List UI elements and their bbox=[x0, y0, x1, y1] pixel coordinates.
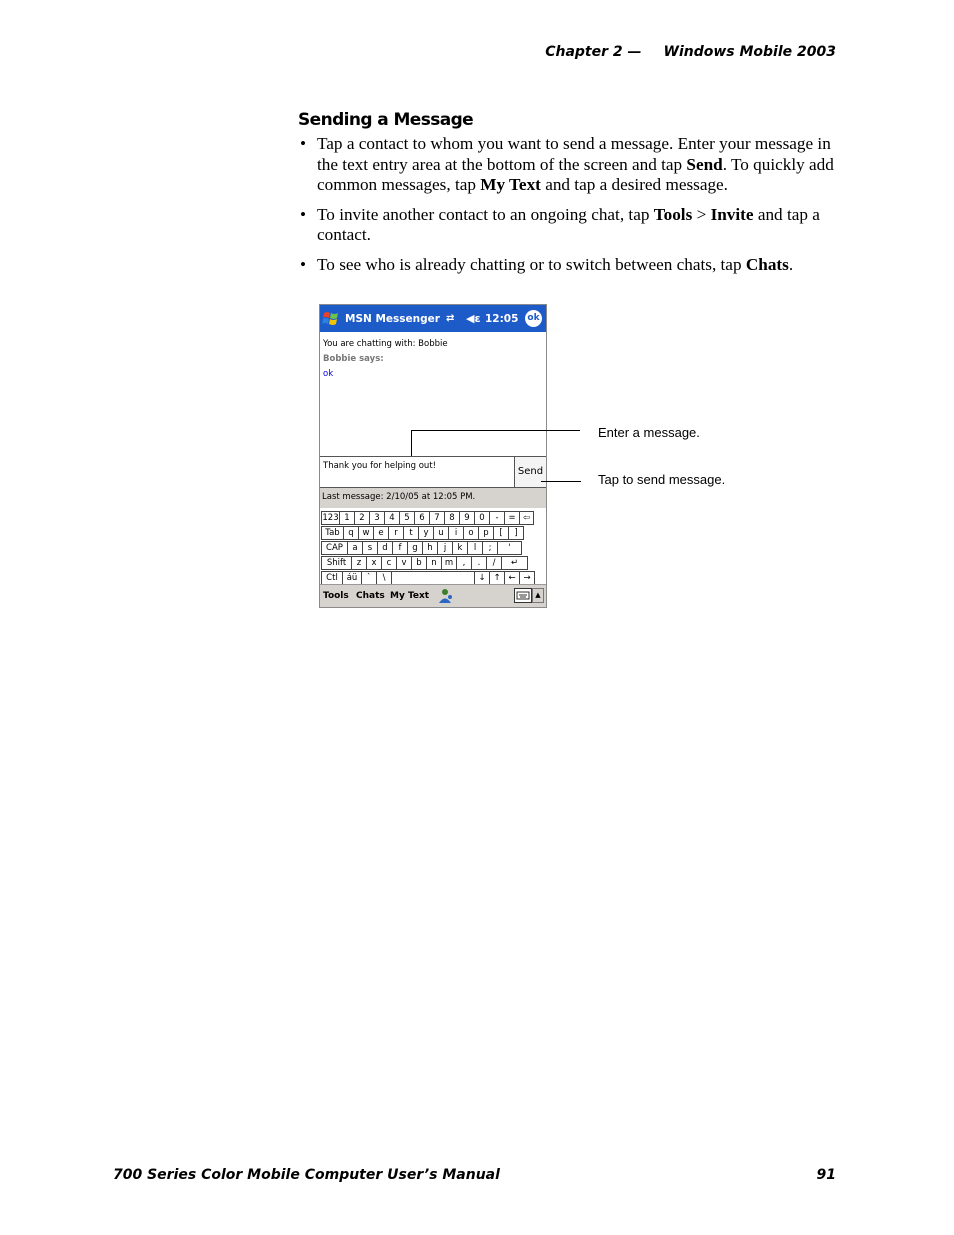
key[interactable]: f bbox=[392, 541, 408, 555]
key[interactable]: u bbox=[433, 526, 449, 540]
key[interactable]: Shift bbox=[321, 556, 352, 570]
keyboard-row bbox=[321, 541, 521, 556]
key[interactable]: ↑ bbox=[489, 571, 505, 585]
key[interactable]: [ bbox=[493, 526, 509, 540]
start-flag-icon[interactable] bbox=[322, 310, 341, 327]
connectivity-icon[interactable]: ⇄ bbox=[446, 313, 455, 324]
key[interactable]: l bbox=[467, 541, 483, 555]
bullet-item: • To see who is already chatting or to switch between chats, tap Chats. bbox=[300, 254, 794, 274]
clock[interactable]: 12:05 bbox=[485, 313, 519, 325]
key[interactable]: i bbox=[448, 526, 464, 540]
key[interactable]: \ bbox=[376, 571, 392, 585]
key[interactable]: g bbox=[407, 541, 423, 555]
key[interactable]: n bbox=[426, 556, 442, 570]
keyboard-row bbox=[321, 556, 527, 571]
key[interactable]: o bbox=[463, 526, 479, 540]
menu-tools[interactable]: Tools bbox=[323, 591, 349, 601]
key[interactable]: a bbox=[347, 541, 363, 555]
key[interactable]: c bbox=[381, 556, 397, 570]
key[interactable]: s bbox=[362, 541, 378, 555]
keyboard-icon[interactable] bbox=[514, 588, 532, 603]
key[interactable]: Ctl bbox=[321, 571, 343, 585]
footer-manual-title: 700 Series Color Mobile Computer User’s Manual bbox=[113, 1167, 500, 1183]
running-header bbox=[545, 44, 836, 60]
key[interactable]: - bbox=[489, 511, 505, 525]
key[interactable]: . bbox=[471, 556, 487, 570]
key[interactable]: w bbox=[358, 526, 374, 540]
key[interactable]: → bbox=[519, 571, 535, 585]
key[interactable]: 9 bbox=[459, 511, 475, 525]
key[interactable]: k bbox=[452, 541, 468, 555]
key[interactable]: CAP bbox=[321, 541, 348, 555]
space-key[interactable] bbox=[391, 571, 475, 585]
key[interactable]: q bbox=[343, 526, 359, 540]
callout-leader-send bbox=[541, 481, 581, 482]
key[interactable]: p bbox=[478, 526, 494, 540]
key[interactable]: t bbox=[403, 526, 419, 540]
key[interactable]: e bbox=[373, 526, 389, 540]
key[interactable]: ] bbox=[508, 526, 524, 540]
send-button[interactable]: Send bbox=[514, 456, 546, 488]
chatting-with-label: You are chatting with: Bobbie bbox=[323, 339, 448, 349]
key[interactable]: 123 bbox=[322, 513, 339, 523]
last-message-status: Last message: 2/10/05 at 12:05 PM. bbox=[320, 488, 546, 508]
key[interactable]: m bbox=[441, 556, 457, 570]
key[interactable]: ← bbox=[504, 571, 520, 585]
key[interactable]: 0 bbox=[474, 511, 490, 525]
chat-history bbox=[320, 332, 546, 456]
bullet-item: • Tap a contact to whom you want to send a message. Enter your message in the text entry area at the bottom of the screen and tap Send. To quickly add common messages, tap My Text and tap a desired message. bbox=[300, 134, 834, 194]
backspace-key[interactable]: ⇦ bbox=[519, 511, 534, 525]
key[interactable]: b bbox=[411, 556, 427, 570]
chat-message: ok bbox=[323, 369, 334, 379]
key[interactable]: y bbox=[418, 526, 434, 540]
key[interactable]: = bbox=[504, 511, 520, 525]
bullet-list bbox=[298, 134, 846, 284]
device-screenshot bbox=[319, 304, 547, 608]
callout-leader-enter-horizontal bbox=[411, 430, 580, 431]
menu-chats[interactable]: Chats bbox=[356, 591, 385, 601]
volume-icon[interactable]: ◀ε bbox=[466, 312, 481, 325]
sender-label: Bobbie says: bbox=[323, 354, 384, 364]
key[interactable]: , bbox=[456, 556, 472, 570]
page-number: 91 bbox=[816, 1167, 836, 1183]
key[interactable]: / bbox=[486, 556, 502, 570]
menu-bar bbox=[320, 584, 546, 608]
ok-button[interactable]: ok bbox=[525, 310, 542, 327]
key[interactable]: v bbox=[396, 556, 412, 570]
key[interactable]: 1 bbox=[339, 511, 355, 525]
key[interactable]: 3 bbox=[369, 511, 385, 525]
callout-leader-enter-vertical bbox=[411, 430, 412, 456]
key[interactable]: j bbox=[437, 541, 453, 555]
soft-keyboard bbox=[320, 508, 546, 584]
key[interactable]: ` bbox=[361, 571, 377, 585]
buddy-icon[interactable] bbox=[438, 588, 454, 604]
chapter-label: Chapter 2 — bbox=[545, 44, 642, 60]
key[interactable]: h bbox=[422, 541, 438, 555]
key[interactable]: 6 bbox=[414, 511, 430, 525]
section-label: Windows Mobile 2003 bbox=[663, 44, 836, 60]
key[interactable]: z bbox=[351, 556, 367, 570]
callout-enter-message: Enter a message. bbox=[598, 425, 700, 440]
bullet-item: • To invite another contact to an ongoing chat, tap Tools > Invite and tap a contact. bbox=[300, 204, 820, 244]
key[interactable]: áü bbox=[342, 571, 362, 585]
keyboard-row bbox=[321, 511, 533, 526]
enter-key[interactable]: ↵ bbox=[501, 556, 528, 570]
message-entry-field[interactable]: Thank you for helping out! bbox=[320, 456, 514, 488]
input-panel-arrow-icon[interactable]: ▲ bbox=[532, 588, 544, 603]
menu-my-text[interactable]: My Text bbox=[390, 591, 430, 601]
key[interactable]: ' bbox=[497, 541, 522, 555]
title-bar bbox=[320, 305, 546, 332]
key[interactable]: 8 bbox=[444, 511, 460, 525]
key[interactable]: x bbox=[366, 556, 382, 570]
key[interactable]: ↓ bbox=[474, 571, 490, 585]
section-heading: Sending a Message bbox=[298, 110, 474, 130]
key[interactable]: 2 bbox=[354, 511, 370, 525]
key[interactable]: 4 bbox=[384, 511, 400, 525]
app-title: MSN Messenger bbox=[345, 313, 440, 325]
callout-send-message: Tap to send message. bbox=[598, 472, 726, 487]
key[interactable]: ; bbox=[482, 541, 498, 555]
key[interactable]: r bbox=[388, 526, 404, 540]
key[interactable]: 7 bbox=[429, 511, 445, 525]
keyboard-row bbox=[321, 526, 523, 541]
key[interactable]: d bbox=[377, 541, 393, 555]
key[interactable]: Tab bbox=[321, 526, 344, 540]
key[interactable]: 5 bbox=[399, 511, 415, 525]
